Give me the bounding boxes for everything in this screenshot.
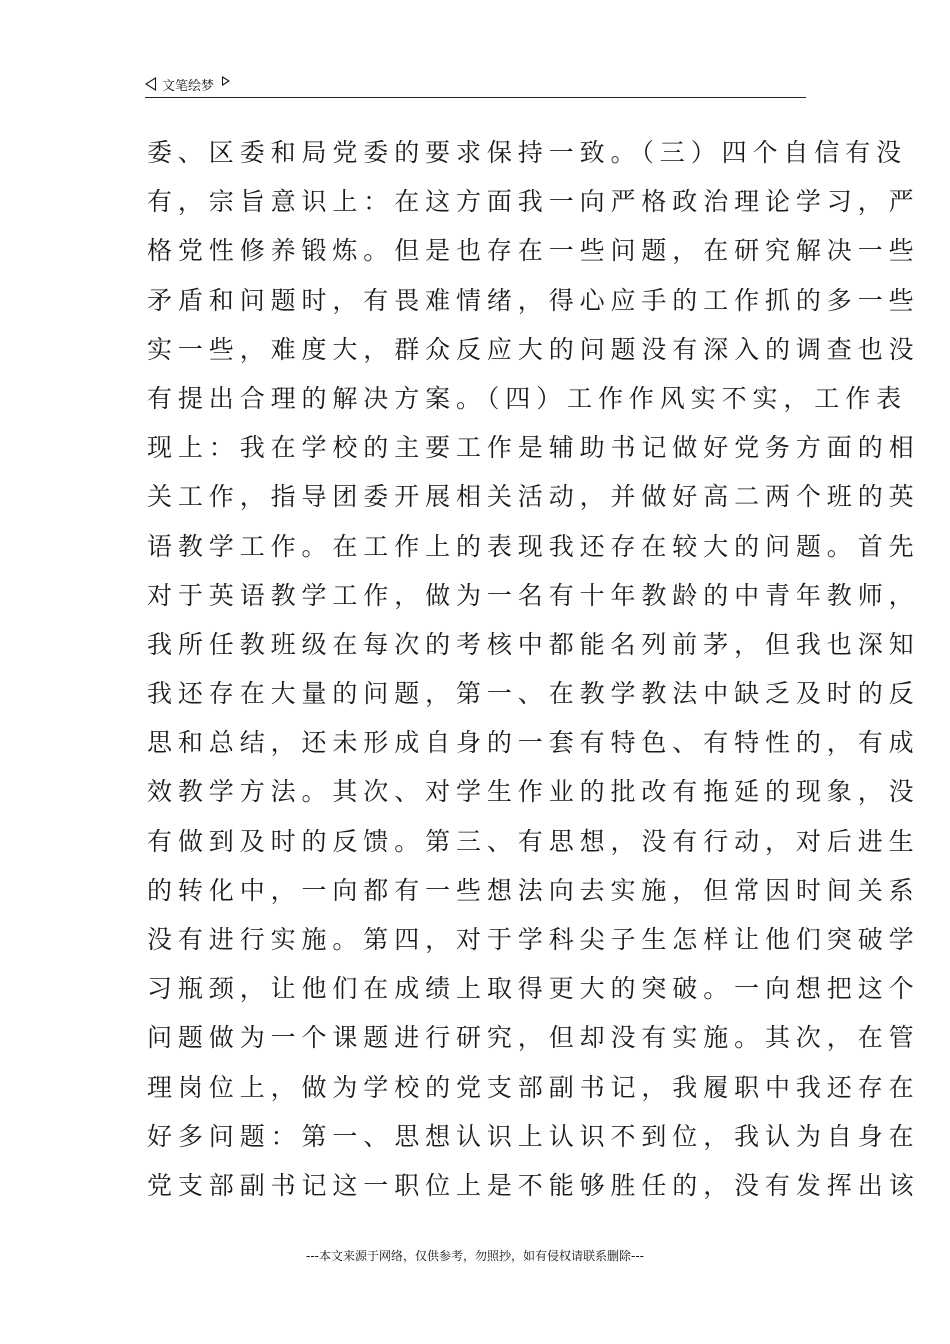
text-line: 的转化中，一向都有一些想法向去实施，但常因时间关系 <box>147 875 920 905</box>
text-line: 格党性修养锻炼。但是也存在一些问题，在研究解决一些 <box>147 236 920 266</box>
text-line: 好多问题：第一、思想认识上认识不到位，我认为自身在 <box>147 1121 920 1151</box>
text-line: 党支部副书记这一职位上是不能够胜任的，没有发挥出该 <box>147 1170 920 1200</box>
text-line: 现上：我在学校的主要工作是辅助书记做好党务方面的相 <box>147 433 920 463</box>
text-line: 我还存在大量的问题，第一、在教学教法中缺乏及时的反 <box>147 679 920 709</box>
text-line: 委、区委和局党委的要求保持一致。（三）四个自信有没 <box>147 138 908 167</box>
text-line: 矛盾和问题时，有畏难情绪，得心应手的工作抓的多一些 <box>147 285 920 315</box>
text-line: 效教学方法。其次、对学生作业的批改有拖延的现象，没 <box>147 777 920 807</box>
header-divider <box>145 97 806 98</box>
text-line: 实一些，难度大，群众反应大的问题没有深入的调查也没 <box>147 334 920 364</box>
text-line: 理岗位上，做为学校的党支部副书记，我履职中我还存在 <box>147 1072 920 1102</box>
text-line: 没有进行实施。第四，对于学科尖子生怎样让他们突破学 <box>147 925 920 954</box>
page-header <box>145 72 805 96</box>
text-line: 有做到及时的反馈。第三、有思想，没有行动，对后进生 <box>147 826 920 856</box>
header-title: 文笔绘梦 <box>162 78 215 94</box>
document-body <box>147 128 920 1210</box>
triangle-left-icon <box>145 77 156 91</box>
text-line: 习瓶颈，让他们在成绩上取得更大的突破。一向想把这个 <box>147 974 920 1004</box>
triangle-right-icon <box>222 76 230 86</box>
text-line: 思和总结，还未形成自身的一套有特色、有特性的，有成 <box>147 728 920 758</box>
text-line: 语教学工作。在工作上的表现我还存在较大的问题。首先 <box>147 531 920 561</box>
text-line: 关工作，指导团委开展相关活动，并做好高二两个班的英 <box>147 482 920 512</box>
text-line: 问题做为一个课题进行研究，但却没有实施。其次，在管 <box>147 1023 920 1053</box>
text-line: 我所任教班级在每次的考核中都能名列前茅，但我也深知 <box>147 629 920 659</box>
text-line: 对于英语教学工作，做为一名有十年教龄的中青年教师， <box>147 580 920 610</box>
text-line: 有提出合理的解决方案。（四）工作作风实不实，工作表 <box>147 383 908 413</box>
text-line: 有，宗旨意识上：在这方面我一向严格政治理论学习，严 <box>147 187 920 217</box>
page-footer: ---本文来源于网络，仅供参考，勿照抄，如有侵权请联系删除--- <box>306 1249 644 1263</box>
